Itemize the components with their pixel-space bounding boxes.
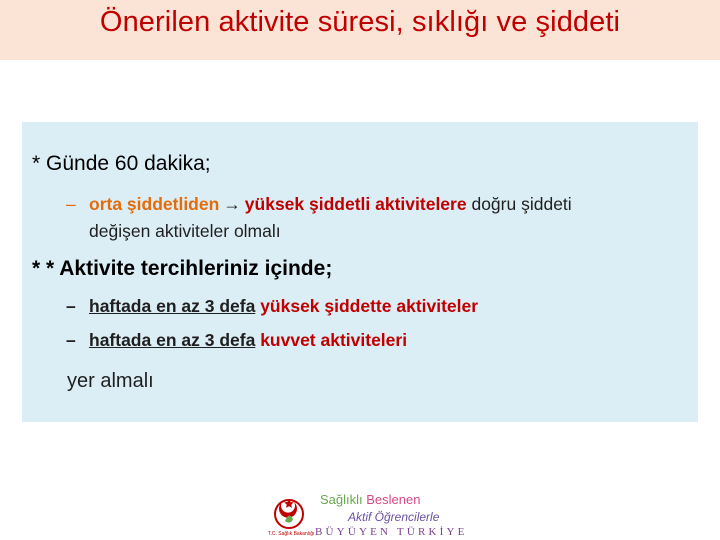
sub-bullet-intensity	[66, 194, 572, 215]
closing-text: yer almalı	[67, 370, 154, 392]
vigorous-intensity-text: yüksek şiddetli aktivitelere	[244, 194, 467, 214]
sub-bullet-continuation: değişen aktiviteler olmalı	[89, 221, 281, 241]
campaign-logo	[268, 492, 468, 540]
vigorous-activities-text: yüksek şiddette aktiviteler	[260, 296, 479, 316]
strength-activities-text: kuvvet aktiviteleri	[260, 330, 408, 350]
varying-intensity-text: doğru şiddeti	[471, 194, 572, 214]
sub-bullet-vigorous	[66, 296, 478, 317]
arrow-right-icon: →	[223, 194, 241, 214]
dash-marker: –	[66, 296, 76, 316]
bullet-daily-60-minutes: * Günde 60 dakika;	[32, 152, 211, 175]
frequency-text: haftada en az 3 defa	[89, 296, 256, 316]
ministry-name: T.C. Sağlık Bakanlığı	[268, 531, 315, 537]
frequency-text: haftada en az 3 defa	[89, 330, 256, 350]
bullet-activity-preferences: * * Aktivite tercihleriniz içinde;	[32, 257, 333, 280]
slide-title: Önerilen aktivite süresi, sıklığı ve şiddeti	[99, 6, 621, 38]
moderate-intensity-text: orta şiddetliden	[89, 194, 220, 214]
ministry-emblem-icon	[272, 494, 306, 532]
logo-line-healthy: Sağlıklı Beslenen	[320, 492, 421, 507]
sub-bullet-strength	[66, 330, 407, 351]
dash-marker: –	[66, 330, 76, 350]
dash-marker: –	[66, 194, 76, 214]
logo-line-active-students: Aktif Öğrencilerle	[348, 510, 440, 524]
logo-line-growing-turkey: BÜYÜYEN TÜRKİYE	[315, 526, 468, 538]
